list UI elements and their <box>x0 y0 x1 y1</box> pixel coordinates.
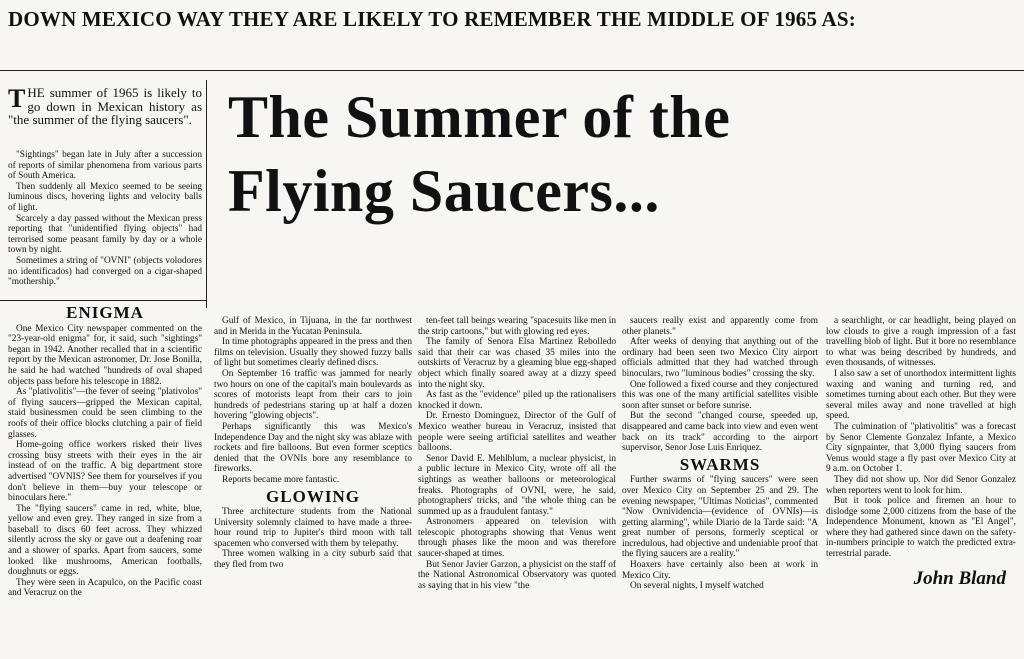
paragraph: "Sightings" began late in July after a succession of reports of similar phenomena from various parts of South America. <box>8 150 202 182</box>
top-rule <box>0 70 1024 71</box>
byline: John Bland <box>913 567 1006 589</box>
drop-cap: T <box>8 84 26 113</box>
paragraph: The "flying saucers" came in red, white, blue, yellow and even grey. They ranged in size from a baseball to discs 60 feet across. They whizzed silently across the sky or gave out a deafening roar and a shower of sparks. Apart from saucers, some looked like mushrooms, American footballs, doughnuts or eggs. <box>8 503 202 578</box>
column-3 <box>418 316 616 659</box>
paragraph: Perhaps significantly this was Mexico's Independence Day and the night sky was ablaze with rockets and fire balloons. But even former sceptics denied that the OVNIs bore any resemblance to fireworks. <box>214 421 412 475</box>
paragraph: As fast as the "evidence" piled up the rationalisers knocked it down. <box>418 390 616 411</box>
paragraph: But Senor Javier Garzon, a physicist on the staff of the National Astronomical Observatory was quoted as saying that in his view "the <box>418 559 616 591</box>
paragraph: But the second "changed course, speeded up, disappeared and came back into view and even went back on its track" according to the airport supervisor, Senor Jose Luis Enriquez. <box>622 411 818 454</box>
paragraph: Hoaxers have certainly also been at work in Mexico City. <box>622 560 818 581</box>
column-1-top <box>8 150 202 300</box>
paragraph: Home-going office workers risked their lives crossing busy streets with their eyes in the air instead of on the traffic. A big department store advertised "OVNIS? See them for yourselves if you don't believe in them—buy your telescope or binoculars here." <box>8 440 202 504</box>
paragraph: But it took police and firemen an hour to dislodge some 2,000 citizens from the base of the Independence Monument, known as "El Angel", where they had gathered since dawn on the safety-in-numbers principle to watch the predicted extra-terrestrial parade. <box>826 496 1016 560</box>
paragraph: ten-feet tall beings wearing "spacesuits like men in the strip cartoons," but with glowing red eyes. <box>418 316 616 337</box>
paragraph: Scarcely a day passed without the Mexican press reporting that "unidentified flying objects" had terrorised some peasant family by day or a whole town by night. <box>8 213 202 256</box>
paragraph: Reports became more fantastic. <box>222 474 340 485</box>
paragraph: Three women walking in a city suburb said that they fled from two <box>214 549 412 571</box>
paragraph: saucers really exist and apparently come from other planets." <box>622 316 818 337</box>
paragraph: One Mexico City newspaper commented on the "23-year-old enigma" for, it said, such "sightings" began in 1942. Another recalled that in a scientific report by the Mexican astronomer, Dr. Jose Bonilla, he said he had watched "hundreds of oval shaped objects pass before his telescope in 1882. <box>8 323 202 387</box>
column-5 <box>826 316 1016 659</box>
column-1-bottom <box>8 302 202 659</box>
paragraph: Sometimes a string of "OVNI" (objects volodores no identificados) had converged on a cigar-shaped "mothership." <box>8 255 202 288</box>
paragraph: Gulf of Mexico, in Tijuana, in the far northwest and in Merida in the Yucatan Peninsula. <box>214 316 412 337</box>
left-box-bottom-rule <box>0 300 207 301</box>
subheading-glowing: GLOWING <box>266 486 360 506</box>
paragraph: Dr. Ernesto Dominguez, Director of the Gulf of Mexico weather bureau in Veracruz, insisted that people were seeing artificial satellites and weather balloons. <box>418 411 616 454</box>
paragraph: Then suddenly all Mexico seemed to be seeing luminous discs, hovering lights and velocity balls of light. <box>8 181 202 213</box>
left-column-rule <box>206 80 207 308</box>
intro-text: HE summer of 1965 is likely to go down in Mexican history as "the summer of the flying saucers". <box>8 85 202 127</box>
paragraph: Astronomers appeared on television with telescopic photographs showing that Venus went through phases like the moon and was therefore saucer-shaped at times. <box>418 517 616 560</box>
subheading-enigma: ENIGMA <box>66 303 144 322</box>
paragraph: They were seen in Acapulco, on the Pacific coast and Veracruz on the <box>8 577 202 599</box>
paragraph: The family of Senora Elsa Martinez Rebolledo said that their car was chased 35 miles into the outskirts of Veracruz by a gleaming blue egg-shaped object which finally soared away at a dizzy speed into the night sky. <box>418 337 616 390</box>
paragraph: As "plativolitis"—the fever of seeing "plativolos" of flying saucers—gripped the Mexican capital, staid businessmen could be seen climbing to the roofs of their office blocks clutching a pair of field glasses. <box>8 387 202 440</box>
paragraph: Three architecture students from the National University solemnly claimed to have made a three-hour round trip to Jupiter's third moon with tall spacemen who conversed with them by telepathy. <box>214 507 412 549</box>
column-2 <box>214 316 412 659</box>
paragraph: Further swarms of "flying saucers" were seen over Mexico City on September 25 and 29. The evening newspaper, "Ultimas Noticias", commented "Now Ovnividencia—(evidence of OVNIs)—is getting alarming", while Diario de la Tarde said: "A great number of persons, formerly sceptical or incredulous, had objective and undeniable proof that the flying saucers are a reality." <box>622 475 818 560</box>
paragraph: The culmination of "plativolitis" was a forecast by Senor Clemente Gonzalez Infante, a Mexico City signpainter, that 3,000 flying saucers from Venus would stage a fly past over Mexico City at 9 a.m. on October 1. <box>826 421 1016 475</box>
paragraph: On September 16 traffic was jammed for nearly two hours on one of the capital's main boulevards as scores of motorists leapt from their cars to join hundreds of pedestrians staring up at half a dozen hovering "glowing objects". <box>214 368 412 422</box>
paragraph: a searchlight, or car headlight, being played on low clouds to give a rough impression of a fast travelling blob of light. But it bore no resemblance to what was being described by hundreds, and even thousands, of witnesses. <box>826 316 1016 369</box>
paragraph: On several nights, I myself watched <box>630 581 764 592</box>
intro-paragraph <box>8 86 202 127</box>
main-headline: The Summer of the Flying Saucers... <box>228 84 731 224</box>
column-4 <box>622 316 818 659</box>
paragraph: They did not show up. Nor did Senor Gonzalez when reporters went to look for him. <box>826 474 1016 496</box>
kicker-headline: DOWN MEXICO WAY THEY ARE LIKELY TO REMEMBER THE MIDDLE OF 1965 AS: <box>8 7 856 31</box>
paragraph: After weeks of denying that anything out of the ordinary had been seen two Mexico City airport officials admitted that they had watched through binoculars, two "luminous bodies" crossing the sky. <box>622 337 818 379</box>
paragraph: I also saw a set of unorthodox intermittent lights waxing and waning and turning red, and sometimes turning about each other. But they were several miles away and none travelled at high speed. <box>826 368 1016 422</box>
paragraph: Senor David E. Mehlblum, a nuclear physicist, in a public lecture in Mexico City, wrote off all the sightings as weather balloons or meteorological freaks. Photographs of OVNI, were, he said, photographers' tricks, and "the whole thing can be summed up as a fraudulent fantasy." <box>418 453 616 517</box>
subheading-swarms: SWARMS <box>679 454 761 474</box>
paragraph: In time photographs appeared in the press and then films on television. Usually they showed fuzzy balls of light but sometimes clearly defined discs. <box>214 337 412 369</box>
paragraph: One followed a fixed course and they conjectured this was one of the many artificial satellites visible soon after sunset or before sunrise. <box>622 379 818 411</box>
